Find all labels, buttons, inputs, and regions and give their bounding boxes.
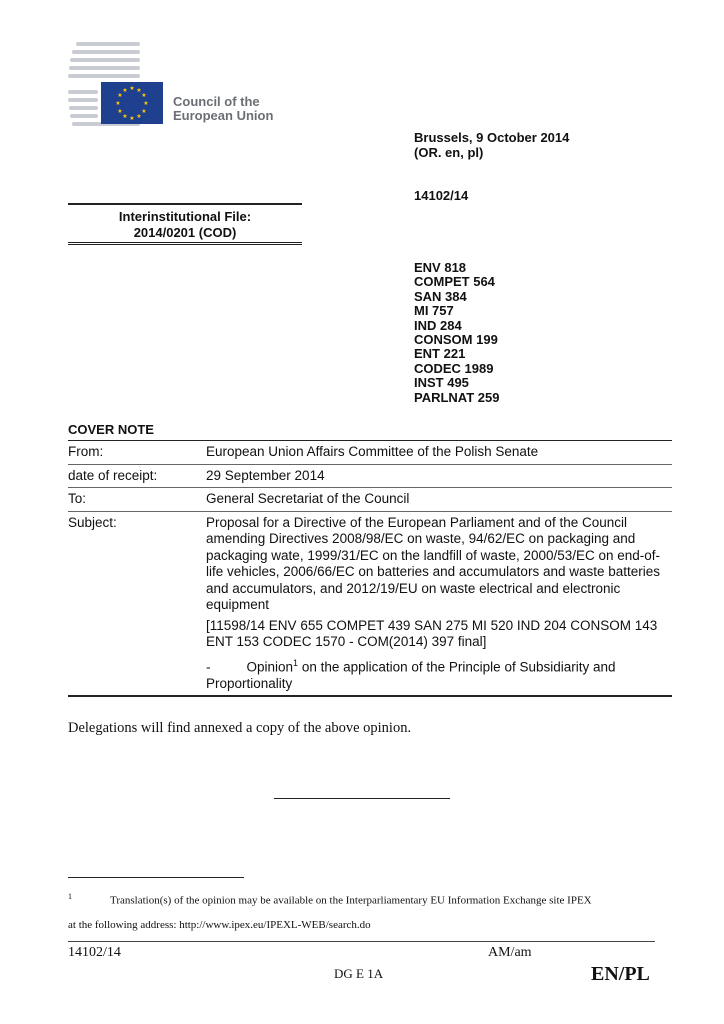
subject-label: Subject: (68, 514, 117, 530)
cover-row-to (68, 488, 672, 512)
place-date-block (414, 131, 569, 160)
cover-row-receipt (68, 465, 672, 489)
separator-line (274, 798, 450, 799)
to-value: General Secretariat of the Council (206, 491, 410, 506)
subject-paragraph-2: [11598/14 ENV 655 COMPET 439 SAN 275 MI 520 IND 204 CONSOM 143 ENT 153 CODEC 1570 - COM(2014) 397 final] (206, 617, 658, 649)
subject-paragraph-3 (206, 655, 672, 693)
interinstitutional-label: Interinstitutional File: (118, 209, 252, 224)
footnote-text-line-1: Translation(s) of the opinion may be available on the Interparliamentary EU Information Exchange site IPEX (110, 894, 592, 907)
subject-code: SAN 384 (414, 288, 467, 304)
footer-separator (68, 941, 655, 942)
svg-text:★: ★ (141, 92, 147, 99)
logo-line-1: Council of the (173, 94, 260, 109)
subject-code: ENV 818 (414, 260, 467, 275)
subject-dash: - (206, 659, 211, 674)
council-logo (68, 40, 288, 130)
to-label: To: (68, 491, 87, 506)
subject-value (206, 512, 672, 696)
from-value: European Union Affairs Committee of the Polish Senate (206, 444, 539, 459)
logo-wordmark (173, 95, 273, 123)
subject-paragraph-3-rest: on the application of the Principle of Subsidiarity and Proportionality (206, 659, 616, 691)
subject-code: CONSOM 199 (414, 331, 498, 347)
receipt-label: date of receipt: (68, 467, 158, 483)
opinion-word: Opinion (246, 659, 294, 674)
subject-code: COMPET 564 (414, 274, 495, 290)
receipt-value: 29 September 2014 (206, 467, 325, 483)
svg-text:★: ★ (136, 113, 142, 120)
svg-text:★: ★ (115, 100, 121, 107)
cover-row-from (68, 441, 672, 465)
from-label: From: (68, 444, 104, 459)
svg-text:★: ★ (122, 113, 128, 120)
subject-code: CODEC 1989 (414, 360, 494, 376)
svg-text:★: ★ (117, 92, 123, 99)
interinstitutional-file-box (68, 203, 302, 245)
subject-codes (414, 261, 499, 405)
footer-language: EN/PL (591, 963, 650, 985)
footnote (68, 885, 668, 937)
footnote-reference[interactable]: 1 (293, 657, 299, 668)
svg-text:★: ★ (136, 87, 142, 94)
subject-paragraph-1: Proposal for a Directive of the European Parliament and of the Council amending Directives 2008/98/EC on waste, 94/62/EC on packaging and packaging wate, 1999/31/EC on the landfill of waste, 2000/53/EC on end-of-life vehicles, 2006/66/EC on batteries and accumulators and waste batteries and accumulators, and 2012/19/EU on waste electrical and electronic equipment (206, 514, 661, 612)
document-number: 14102/14 (414, 188, 469, 203)
svg-text:★: ★ (122, 87, 128, 94)
subject-code: MI 757 (414, 303, 454, 319)
footer-initials: AM/am (488, 945, 532, 960)
subject-code: ENT 221 (414, 346, 466, 362)
svg-text:★: ★ (129, 85, 135, 92)
logo-line-2: European Union (173, 108, 274, 123)
body-text: Delegations will find annexed a copy of the above opinion. (68, 720, 412, 736)
interinstitutional-file: 2014/0201 (COD) (133, 225, 237, 240)
svg-text:★: ★ (141, 108, 147, 115)
eu-flag-icon (101, 82, 163, 124)
subject-code: PARLNAT 259 (414, 389, 500, 405)
footnote-separator (68, 877, 244, 878)
cover-note-table (68, 440, 672, 697)
cover-note-title: COVER NOTE (68, 422, 154, 437)
cover-row-subject (68, 512, 672, 696)
svg-text:★: ★ (117, 108, 123, 115)
footnote-number: 1 (68, 892, 72, 901)
svg-text:★: ★ (129, 115, 135, 122)
footer-doc-number: 14102/14 (68, 945, 121, 960)
footer-department: DG E 1A (334, 966, 384, 981)
place-date: Brussels, 9 October 2014 (414, 130, 570, 145)
subject-code: INST 495 (414, 375, 469, 391)
footnote-text-line-2: at the following address: http://www.ipex.eu/IPEXL-WEB/search.do (68, 918, 371, 931)
svg-text:★: ★ (143, 100, 149, 107)
subject-code: IND 284 (414, 317, 462, 333)
original-languages: (OR. en, pl) (414, 144, 484, 160)
